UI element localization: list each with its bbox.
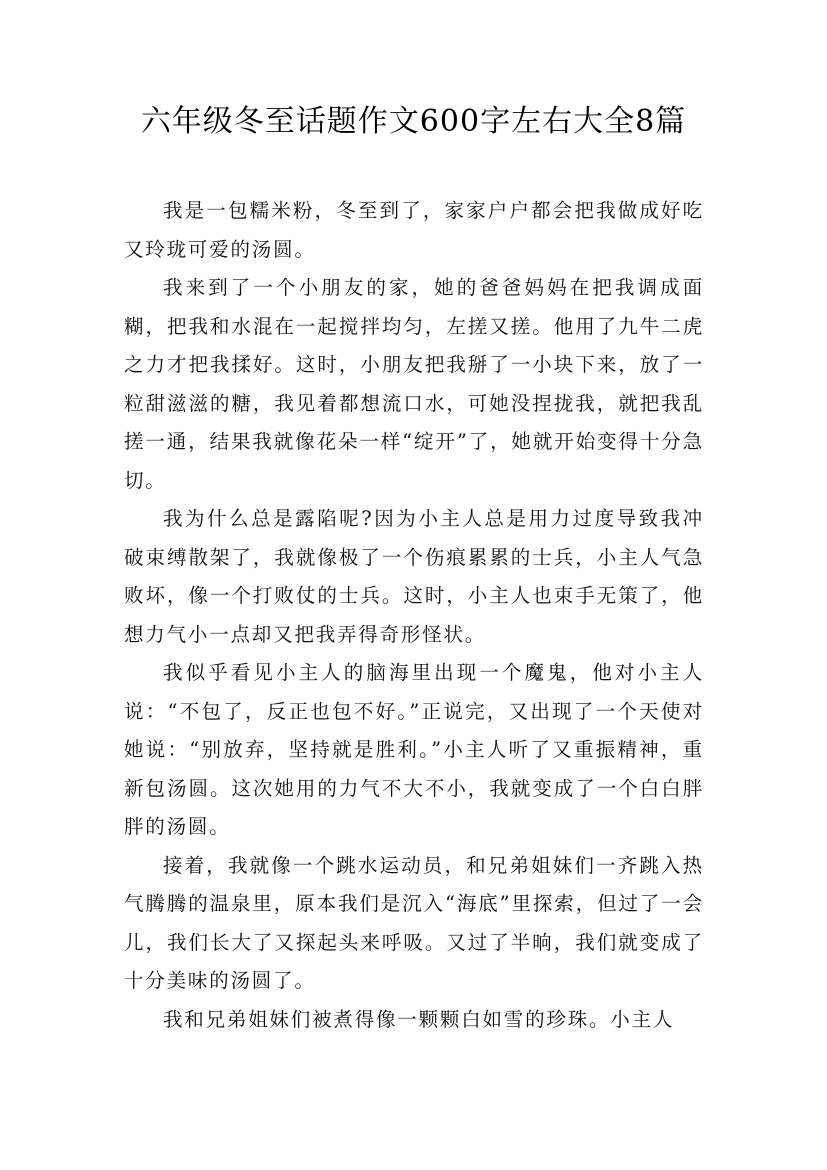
document-title: 六年级冬至话题作文600字左右大全8篇	[140, 104, 687, 139]
paragraph-2: 我来到了一个小朋友的家，她的爸爸妈妈在把我调成面糊，把我和水混在一起搅拌均匀，左搓又搓。他用了九牛二虎之力才把我揉好。这时，小朋友把我掰了一小块下来，放了一粒甜滋滋的糖，我见着都想流口水，可她没捏拢我，就把我乱搓一通，结果我就像花朵一样“绽开”了，她就开始变得十分急切。	[124, 276, 704, 492]
document-body	[124, 192, 704, 1039]
paragraph-3: 我为什么总是露陷呢?因为小主人总是用力过度导致我冲破束缚散架了，我就像极了一个伤痕累累的士兵，小主人气急败坏，像一个打败仗的士兵。这时，小主人也束手无策了，他想力气小一点却又把我弄得奇形怪状。	[124, 507, 704, 646]
paragraph-6: 我和兄弟姐妹们被煮得像一颗颗白如雪的珍珠。小主人	[163, 1007, 675, 1031]
paragraph-1: 我是一包糯米粉，冬至到了，家家户户都会把我做成好吃又玲珑可爱的汤圆。	[124, 199, 704, 261]
paragraph-4: 我似乎看见小主人的脑海里出现一个魔鬼，他对小主人说：“不包了，反正也包不好。”正说完，又出现了一个天使对她说：“别放弃，坚持就是胜利。”小主人听了又重振精神，重新包汤圆。这次她用的力气不大不小，我就变成了一个白白胖胖的汤圆。	[124, 661, 704, 838]
paragraph-5: 接着，我就像一个跳水运动员，和兄弟姐妹们一齐跳入热气腾腾的温泉里，原本我们是沉入“海底”里探索，但过了一会儿，我们长大了又探起头来呼吸。又过了半晌，我们就变成了十分美味的汤圆了。	[124, 853, 704, 992]
